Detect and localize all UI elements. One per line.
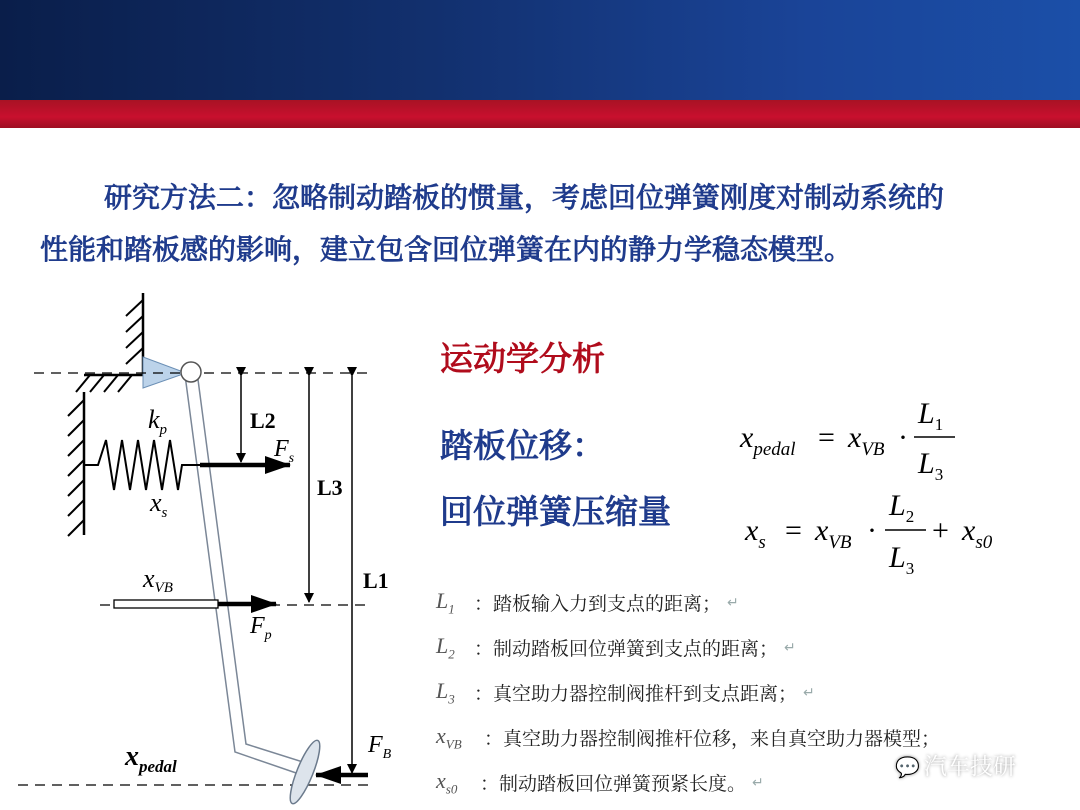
svg-text:L1: $L_1$	[918, 397, 944, 434]
svg-text:xs: $x_s$	[745, 514, 766, 553]
watermark-text: 汽车技研	[923, 754, 1016, 780]
svg-text:=: =	[818, 421, 835, 454]
intro-line-1: 研究方法二：忽略制动踏板的惯量，考虑回位弹簧刚度对制动系统的	[104, 181, 945, 214]
push-rod	[114, 600, 218, 608]
booster-force-label: $F_B$	[368, 732, 392, 762]
formula-block	[720, 384, 1060, 584]
svg-text:L2: $L_2$	[889, 489, 915, 526]
L3-label: L3	[317, 475, 343, 500]
pedal-displacement-label: 踏板位移：	[440, 426, 605, 465]
return-spring	[84, 440, 210, 490]
pedal-lever	[185, 372, 306, 775]
header-red-stripe	[0, 100, 1080, 128]
definition-L2: $L_2$ ：制动踏板回位弹簧到支点的距离； ↵	[436, 632, 796, 662]
svg-text:xs0: $x_{s0}$	[962, 514, 993, 553]
L1-label: L1	[363, 568, 389, 593]
return-mark-icon: ↵	[727, 594, 739, 611]
upper-wall	[126, 293, 143, 375]
svg-text:+: +	[932, 514, 949, 547]
svg-text:xVB: $x_{VB}$	[815, 514, 852, 553]
return-mark-icon: ↵	[784, 639, 796, 656]
ceiling-wall	[76, 375, 145, 392]
pedal-pad	[285, 737, 325, 806]
svg-text:xpedal: $x_{pedal}$	[740, 421, 796, 460]
svg-text:xVB: $x_{VB}$	[848, 421, 885, 460]
pedal-displacement-formula	[739, 397, 955, 484]
svg-text:·: ·	[867, 514, 877, 547]
intro-paragraph	[40, 172, 1040, 276]
pivot-joint	[181, 362, 201, 382]
spring-compression-formula	[744, 489, 993, 578]
section-title: 运动学分析	[440, 339, 605, 378]
svg-text:L3: $L_3$	[918, 447, 944, 484]
spring-compression-label: 回位弹簧压缩量	[440, 492, 671, 531]
watermark	[895, 748, 1016, 781]
L2-label: L2	[250, 408, 276, 433]
definition-xs0: $x_{s0}$ ：制动踏板回位弹簧预紧长度。 ↵	[436, 767, 764, 797]
return-mark-icon: ↵	[803, 684, 815, 701]
left-wall	[68, 392, 84, 536]
definition-xvb: $x_{VB}$ ：真空助力器控制阀推杆位移，来自真空助力器模型；	[436, 722, 941, 752]
svg-text:=: =	[785, 514, 802, 547]
xvb-label: xVB	[143, 564, 173, 596]
pedal-diagram	[0, 285, 430, 810]
wechat-icon: 💬	[895, 755, 920, 779]
svg-text:·: ·	[898, 421, 908, 454]
spring-stiffness-label: $k_p$	[148, 405, 168, 438]
definition-L3: $L_3$ ：真空助力器控制阀推杆到支点距离； ↵	[436, 677, 815, 707]
header-band	[0, 0, 1080, 100]
intro-line-2: 性能和踏板感的影响，建立包含回位弹簧在内的静力学稳态模型。	[40, 233, 853, 266]
spring-force-label: $F_s$	[274, 436, 295, 466]
input-force-label: $F_p$	[250, 613, 272, 643]
spring-displacement-label: $x_s$	[150, 488, 168, 521]
xpedal-label: $x_{pedal}$	[125, 741, 177, 776]
definition-L1: $L_1$ ：踏板输入力到支点的距离； ↵	[436, 587, 739, 617]
svg-text:L3: $L_3$	[889, 541, 915, 578]
return-mark-icon: ↵	[752, 774, 764, 791]
